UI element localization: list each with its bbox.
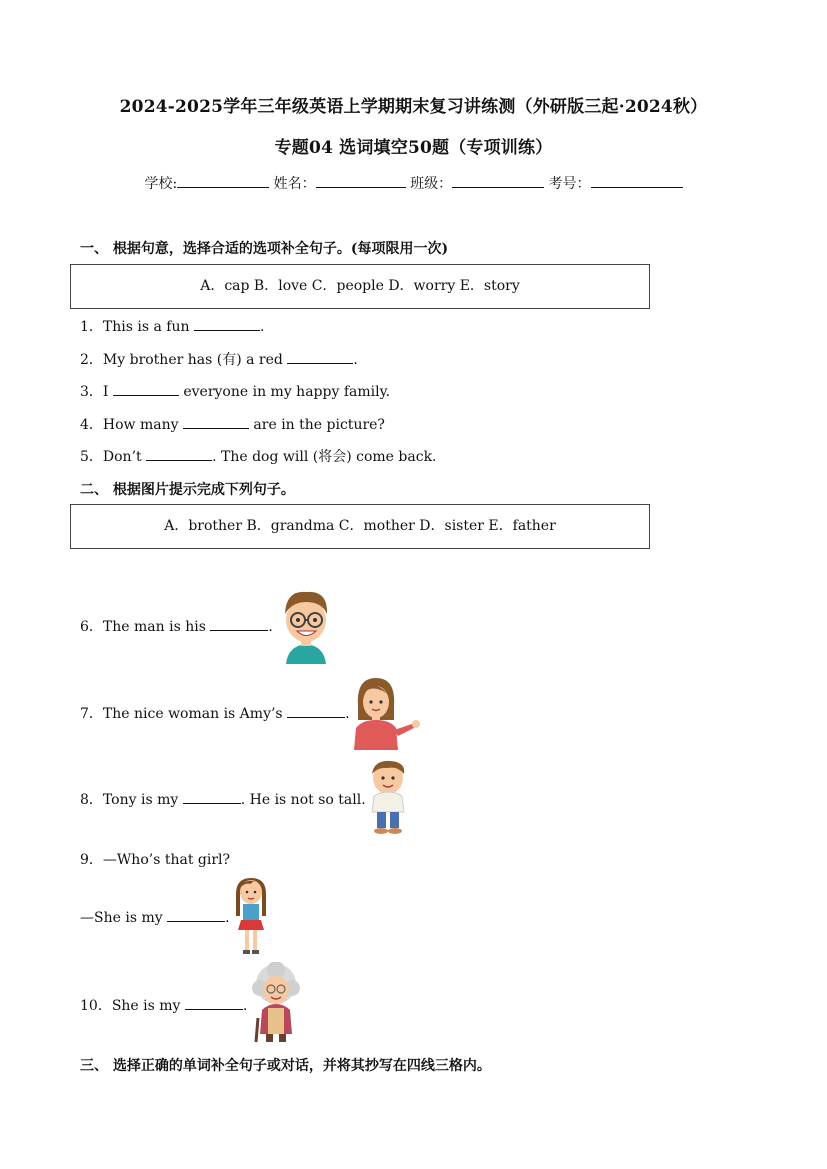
answer-blank-1[interactable] [194,317,260,331]
answer-blank-7[interactable] [287,704,345,718]
question-7: 7．The nice woman is Amy’s . [80,706,350,722]
question-9: 9．—Who’s that girl? [80,852,231,868]
exam-no-label: 考号： [548,176,591,192]
section-2-options-box [70,504,650,549]
class-field[interactable] [452,173,544,188]
school-label: 学校: [144,176,178,192]
answer-blank-3[interactable] [113,382,179,396]
question-5: 5．Don’t . The dog will (将会) come back. [80,449,437,465]
grandma-cartoon-icon [246,962,306,1044]
class-label: 班级： [410,176,453,192]
answer-blank-6[interactable] [210,617,268,631]
father-cartoon-icon [276,584,336,664]
question-9-answer: —She is my . [80,910,230,926]
name-field[interactable] [316,173,406,188]
exam-no-field[interactable] [591,173,683,188]
answer-blank-10[interactable] [185,996,243,1010]
student-info-line [0,173,827,193]
school-field[interactable] [177,173,269,188]
question-8: 8．Tony is my . He is not so tall. [80,792,366,808]
answer-blank-4[interactable] [183,415,249,429]
question-4: 4．How many are in the picture? [80,417,385,433]
question-2: 2．My brother has (有) a red . [80,352,358,368]
brother-cartoon-icon [362,758,414,836]
section-2-heading: 二、 根据图片提示完成下列句子。 [80,482,295,498]
answer-blank-2[interactable] [287,350,353,364]
section-3-heading: 三、 选择正确的单词补全句子或对话，并将其抄写在四线三格内。 [80,1058,491,1074]
section-1-options-box [70,264,650,309]
mother-cartoon-icon [350,676,422,750]
page-subtitle: 专题04 选词填空50题（专项训练） [274,138,553,158]
question-1: 1．This is a fun . [80,319,265,335]
section-1-options: A．cap B．love C．people D．worry E．story [200,278,520,294]
question-10: 10．She is my . [80,998,248,1014]
question-6: 6．The man is his . [80,619,273,635]
section-2-options: A．brother B．grandma C．mother D．sister E．father [164,518,556,534]
name-label: 姓名： [273,176,316,192]
section-1-heading: 一、 根据句意，选择合适的选项补全句子。(每项限用一次) [80,241,449,257]
answer-blank-9[interactable] [167,908,225,922]
sister-cartoon-icon [230,876,272,956]
answer-blank-8[interactable] [183,790,241,804]
answer-blank-5[interactable] [146,447,212,461]
page-title: 2024-2025学年三年级英语上学期期末复习讲练测（外研版三起·2024秋） [119,97,708,117]
question-3: 3．I everyone in my happy family. [80,384,391,400]
